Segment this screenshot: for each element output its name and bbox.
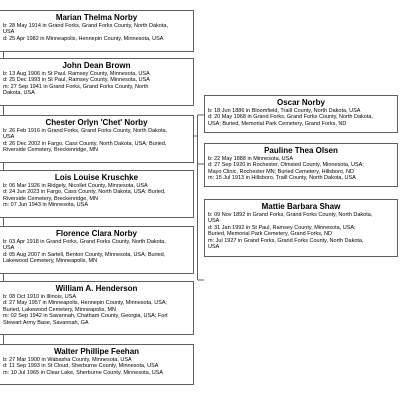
person-name: Walter Phillipe Feehan	[53, 347, 140, 356]
person-name: Pauline Thea Olsen	[264, 146, 338, 155]
person-name: John Dean Brown	[62, 61, 131, 70]
person-card-mattie-barbara-shaw[interactable]	[204, 199, 398, 257]
person-card-pauline-thea-olsen[interactable]	[204, 143, 398, 187]
person-name: Chester Orlyn 'Chet' Norby	[45, 118, 148, 127]
person-name: Oscar Norby	[276, 98, 326, 107]
person-name: Marian Thelma Norby	[55, 13, 138, 22]
person-details: b: 08 Oct 1910 in Illinois, USA d: 27 May 1957 in Minneapolis, Hennepin County, Minnesota, USA; Buried, Lakewood Cemetery, Minneapolis, MN m: 02 Sep 1942 in Savannah, Chatham County, Georgia, USA; Fort Stewart Army Base, Savannah, GA	[3, 294, 168, 326]
person-details: b: 26 Feb 1916 in Grand Forks, Grand Forks County, North Dakota, USA d: 26 Dec 2002 in Fargo, Cass County, North Dakota, USA; Buried, Riverside Cemetery, Breckenridge, MN	[3, 128, 168, 154]
person-details: b: 09 Nov 1892 in Grand Forks, Grand Forks County, North Dakota, USA d: 31 Jan 1992 in St Paul, Ramsey County, Minnesota, USA; Buried, Memorial Park Cemetery, Grand Forks, ND m: Jul 1927 in Grand Forks, Grand Forks County, North Dakota, USA	[208, 212, 373, 251]
person-card-walter-phillipe-feehan[interactable]	[0, 344, 194, 385]
person-details: b: 22 May 1888 in Minnesota, USA d: 27 Sep 1920 in Rochester, Olmsted County, Minnesota, USA; Mayo Clinic, Rochester MN; Buried Cemetery, Hillsboro, ND m: 15 Jul 1913 in Hillsboro, Traill County, North Dakota, USA	[208, 156, 364, 182]
person-details: b: 13 Aug 1906 in St Paul, Ramsey County, Minnesota, USA d: 25 Dec 1993 in St Paul, Ramsey County, Minnesota, USA m: 27 Sep 1941 in Grand Forks, Grand Forks County, North Dakota, USA	[3, 71, 150, 97]
person-details: b: 18 Jun 1886 in Bloomfield, Traill County, North Dakota, USA d: 20 May 1968 in Grand Forks, Grand Forks County, North Dakota, USA; Buried, Memorial Park Cemetery, Grand Forks, ND	[208, 108, 373, 127]
person-card-john-dean-brown[interactable]	[0, 58, 194, 106]
person-name: Florence Clara Norby	[56, 229, 137, 238]
person-details: b: 03 Apr 1918 in Grand Forks, Grand Forks County, North Dakota, USA d: 05 Aug 2007 in Sartell, Benton County, Minnesota, USA; Buried, Lakewood Cemetery, Minneapolis, MN	[3, 239, 166, 265]
person-name: Lois Louise Kruschke	[54, 173, 139, 182]
person-details: b: 27 Mar 1900 in Wabasha County, Minnesota, USA d: 11 Sep 1993 in St Cloud, Sherburne County, Minnesota, USA m: 10 Jul 1965 in Clear Lake, Sherburne County, Minnesota, USA	[3, 357, 164, 376]
person-details: b: 06 Mar 1926 in Ridgely, Nicollet County, Minnesota, USA d: 24 Jun 2023 in Fargo, Cass County, North Dakota, USA; Buried, Riverside Cemetery, Breckenridge, MN m: 07 Jun 1943 in Minnesota, USA	[3, 183, 166, 209]
person-card-oscar-norby[interactable]	[204, 95, 398, 133]
person-card-william-a-henderson[interactable]	[0, 281, 194, 335]
person-card-marian-thelma-norby[interactable]	[0, 10, 194, 52]
person-name: Mattie Barbara Shaw	[261, 202, 341, 211]
person-card-chester-orlyn-norby[interactable]	[0, 115, 194, 163]
person-name: William A. Henderson	[55, 284, 138, 293]
person-card-florence-clara-norby[interactable]	[0, 226, 194, 274]
person-card-lois-louise-kruschke[interactable]	[0, 170, 194, 218]
person-details: b: 28 May 1914 in Grand Forks, Grand Forks County, North Dakota, USA d: 25 Apr 1982 in Minneapolis, Hennepin County, Minnesota, USA	[3, 23, 168, 42]
